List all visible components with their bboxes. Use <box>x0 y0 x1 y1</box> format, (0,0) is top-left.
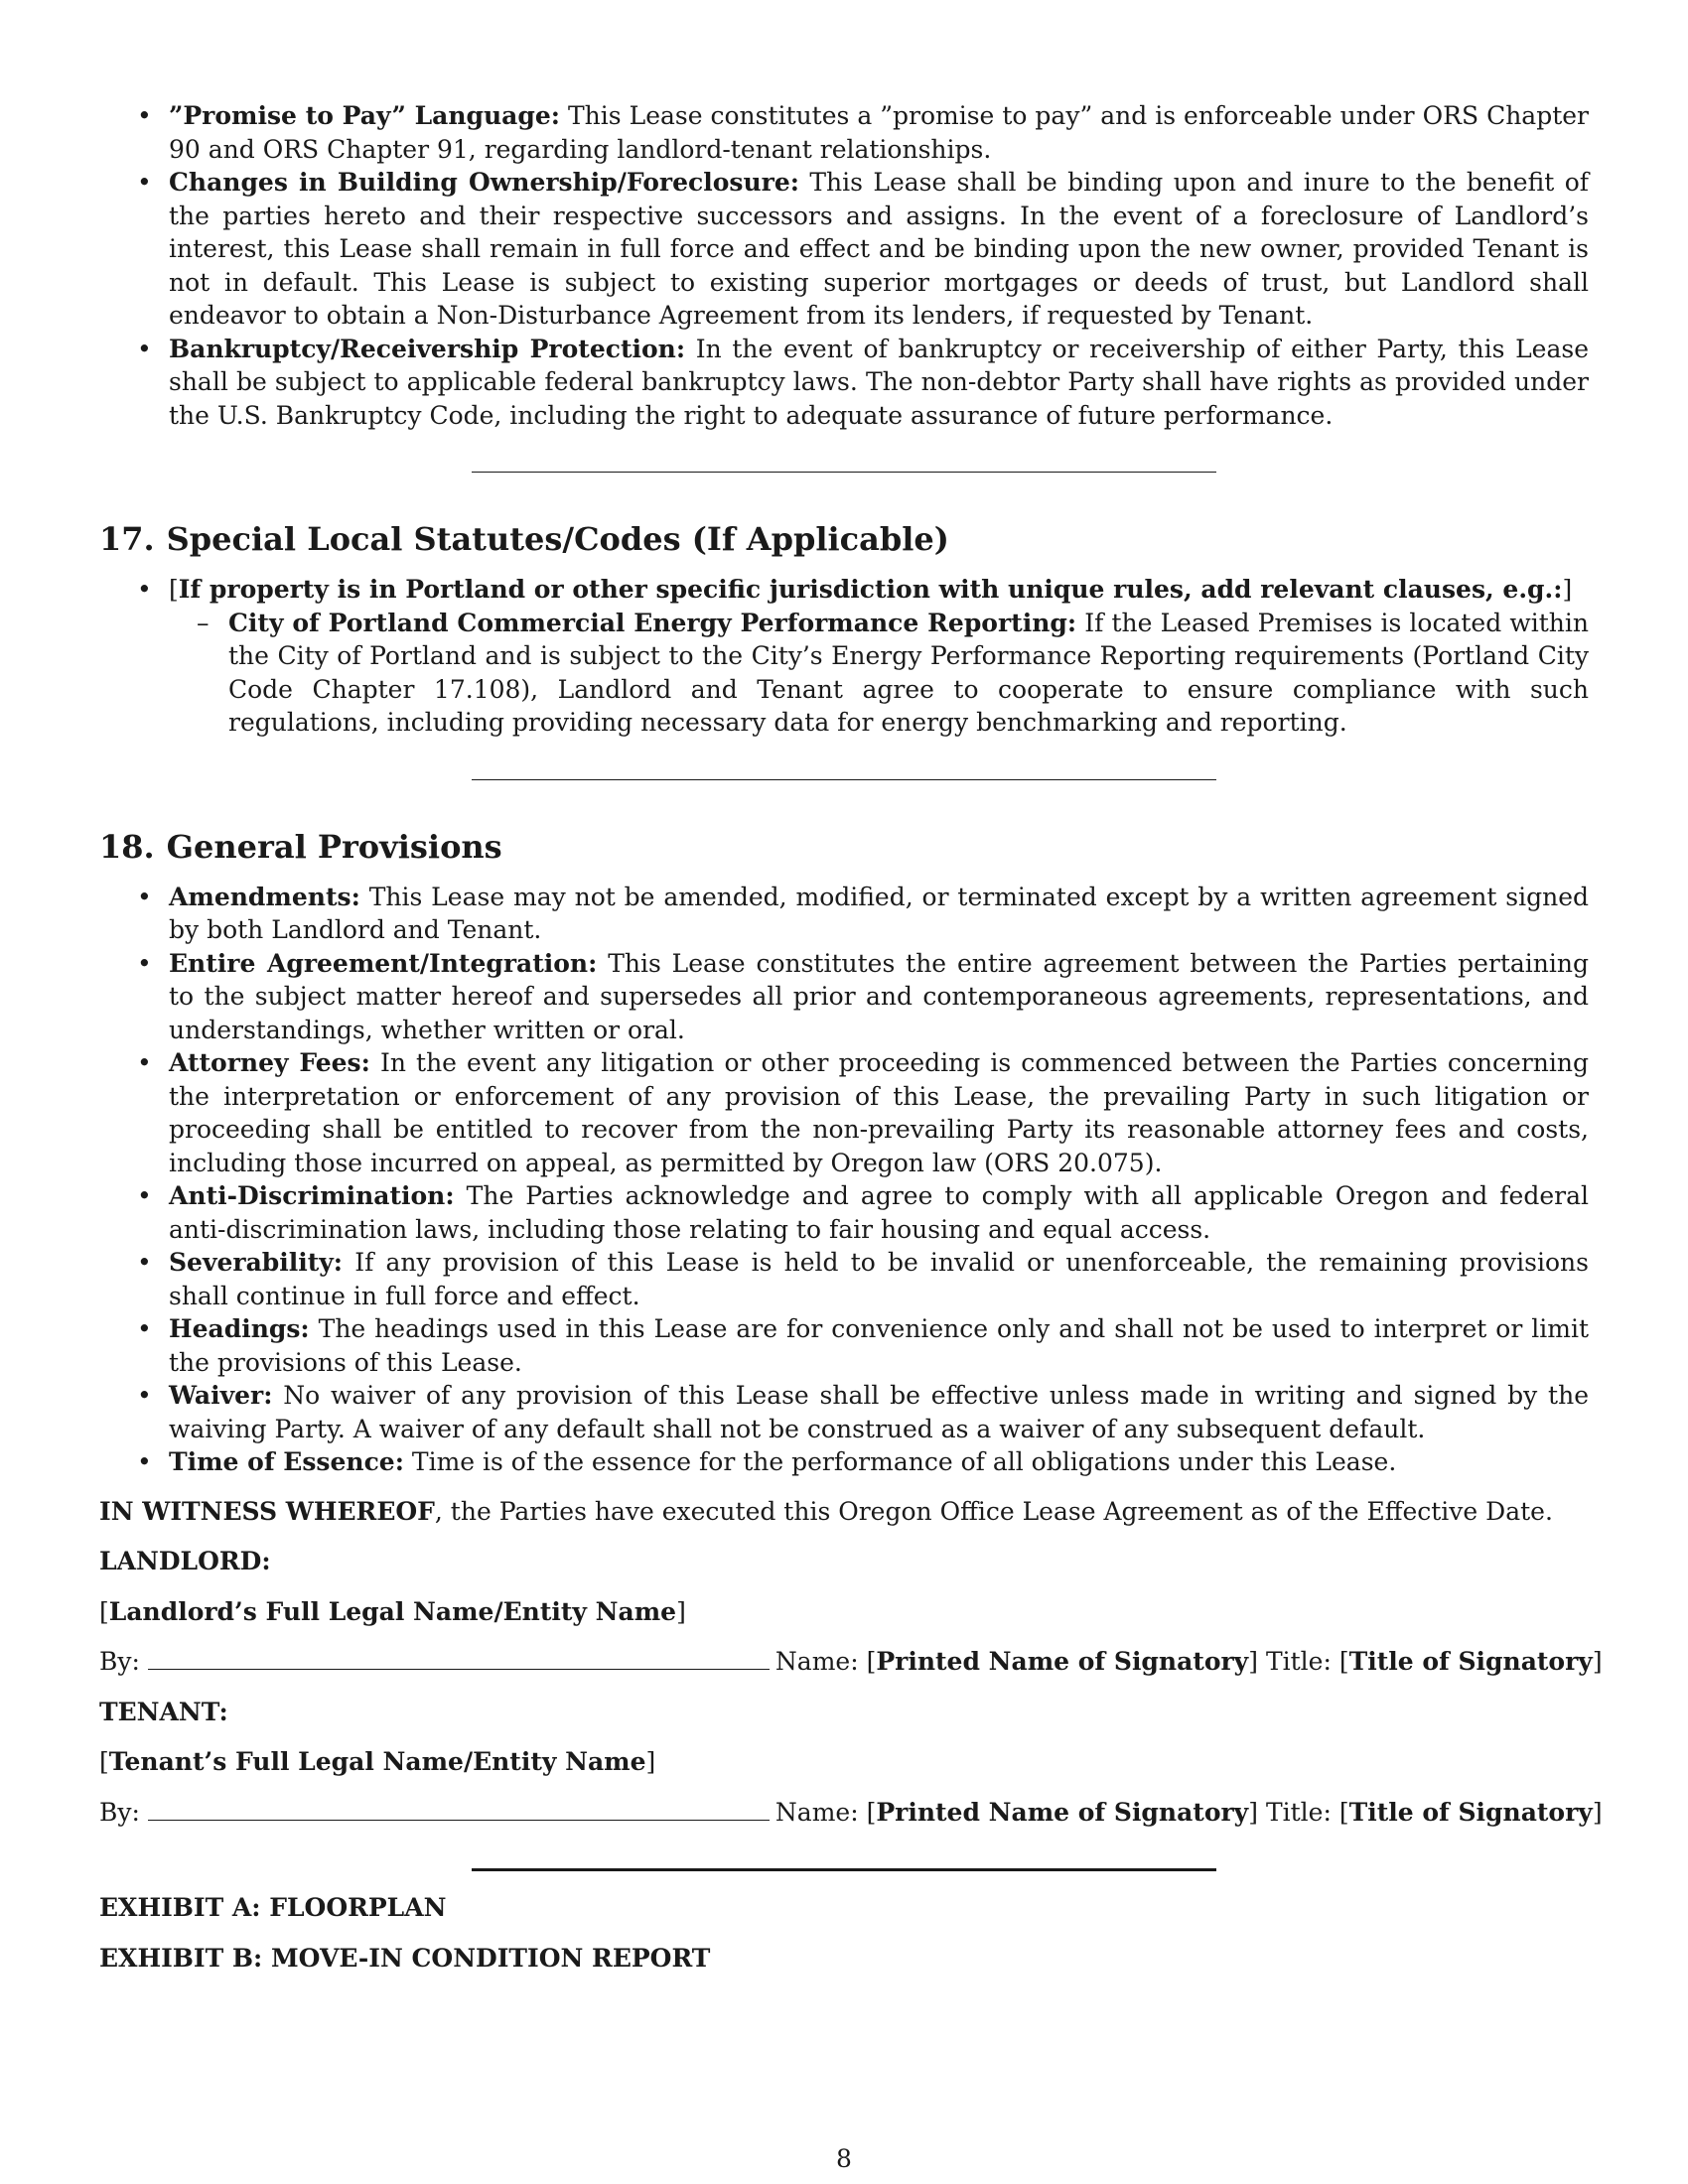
document-page <box>99 99 1603 1975</box>
item-label: Amendments: <box>169 882 360 911</box>
item-text: In the event any litigation or other proceeding is commenced between the Parties concerning the interpretation or enforcement of any provision of this Lease, the prevailing Party in such litigation or proceeding shall be entitled to recover from the non-prevailing Party its reasonable attorney fees and costs, including those incurred on appeal, as permitted by Oregon law (ORS 20.075). <box>169 1048 1589 1177</box>
section-17-heading <box>99 519 1589 559</box>
item-text: No waiver of any provision of this Lease shall be effective unless made in writing and signed by the waiving Party. A waiver of any default shall not be construed as a waiver of any subsequent default. <box>169 1381 1589 1443</box>
bracket-open: [ <box>1338 1797 1349 1827</box>
list-item <box>99 99 1589 166</box>
list-item <box>99 1046 1589 1179</box>
bracket-close: ] <box>1562 575 1573 604</box>
item-label: Attorney Fees: <box>169 1048 370 1077</box>
page-number: 8 <box>836 2144 852 2173</box>
printed-name-placeholder: Printed Name of Signatory <box>876 1797 1249 1827</box>
by-label: By: <box>99 1797 140 1827</box>
sub-list <box>169 607 1589 740</box>
exhibit-a-title: EXHIBIT A: FLOORPLAN <box>99 1893 447 1922</box>
title-placeholder: Title of Signatory <box>1348 1647 1593 1676</box>
section-title: Special Local Statutes/Codes (If Applicable) <box>166 520 949 558</box>
item-text: This Lease constitutes a ”promise to pay” and is enforceable under ORS Chapter 90 and ORS Chapter 91, regarding landlord-tenant relationships. <box>169 101 1589 164</box>
section-17-list <box>99 573 1589 740</box>
bracket-close: ] <box>645 1747 656 1776</box>
tenant-label: TENANT: <box>99 1697 228 1726</box>
landlord-entity-name: Landlord’s Full Legal Name/Entity Name <box>108 1596 677 1626</box>
item-label: City of Portland Commercial Energy Performance Reporting: <box>228 608 1077 637</box>
title-label: Title: <box>1265 1647 1332 1676</box>
section-title: General Provisions <box>166 827 502 866</box>
item-text: In the event of bankruptcy or receivership of either Party, this Lease shall be subject to applicable federal bankruptcy laws. The non-debtor Party shall have rights as provided under the U.S. Bankruptcy Code, including the right to adequate assurance of future performance. <box>169 334 1589 430</box>
item-label: ”Promise to Pay” Language: <box>169 101 560 130</box>
tenant-entity <box>99 1745 1589 1779</box>
tenant-signature-row <box>99 1796 1603 1830</box>
landlord-label: LANDLORD: <box>99 1547 271 1575</box>
bracket-close: ] <box>1592 1797 1603 1827</box>
item-text: Time is of the essence for the performance of all obligations under this Lease. <box>411 1447 1397 1476</box>
section-18-list <box>99 881 1589 1479</box>
item-label: If property is in Portland or other specific jurisdiction with unique rules, add relevant clauses, e.g.: <box>178 575 1563 604</box>
name-label: Name: <box>774 1797 859 1827</box>
item-label: Changes in Building Ownership/Foreclosure: <box>169 168 799 197</box>
landlord-heading <box>99 1545 1589 1578</box>
section-divider <box>472 779 1216 780</box>
list-item <box>99 947 1589 1047</box>
section-number: 18. <box>99 827 155 866</box>
landlord-entity <box>99 1595 1589 1629</box>
bracket-open: [ <box>99 1596 109 1626</box>
printed-name-placeholder: Printed Name of Signatory <box>876 1647 1249 1676</box>
item-text: This Lease constitutes the entire agreement between the Parties pertaining to the subject matter hereof and supersedes all prior and contemporaneous agreements, representations, and understandings, whether written or oral. <box>169 948 1589 1044</box>
section-number: 17. <box>99 520 155 558</box>
list-item <box>99 573 1589 740</box>
list-item <box>99 1246 1589 1312</box>
bracket-open: [ <box>1338 1647 1349 1676</box>
bracket-close: ] <box>1248 1647 1258 1676</box>
bracket-open: [ <box>99 1747 109 1776</box>
sub-list-item <box>169 607 1589 740</box>
item-text: If the Leased Premises is located within the City of Portland and is subject to the City’s Energy Performance Reporting requirements (Portland City Code Chapter 17.108), Landlord and Tenant agree to cooperate to ensure compliance with such regulations, including providing necessary data for energy benchmarking and reporting. <box>228 608 1590 737</box>
item-label: Entire Agreement/Integration: <box>169 948 598 978</box>
by-label: By: <box>99 1647 140 1676</box>
item-text: The Parties acknowledge and agree to comply with all applicable Oregon and federal anti-discrimination laws, including those relating to fair housing and equal access. <box>169 1181 1590 1244</box>
list-item <box>99 881 1589 947</box>
list-item <box>99 1445 1589 1479</box>
witness-text: , the Parties have executed this Oregon Office Lease Agreement as of the Effective Date. <box>434 1496 1553 1526</box>
exhibit-a <box>99 1891 1589 1925</box>
section-divider <box>472 1868 1216 1871</box>
landlord-signature-line[interactable] <box>148 1647 770 1670</box>
tenant-signature-line[interactable] <box>148 1798 770 1821</box>
bracket-open: [ <box>866 1647 877 1676</box>
list-item <box>99 1312 1589 1379</box>
witness-bold: IN WITNESS WHEREOF <box>99 1496 435 1526</box>
item-label: Anti-Discrimination: <box>169 1181 455 1210</box>
list-item <box>99 1379 1589 1445</box>
exhibit-b <box>99 1942 1589 1976</box>
bracket-close: ] <box>1592 1647 1603 1676</box>
item-label: Bankruptcy/Receivership Protection: <box>169 334 686 363</box>
list-item <box>99 1179 1589 1246</box>
bracket-close: ] <box>1248 1797 1258 1827</box>
title-placeholder: Title of Signatory <box>1348 1797 1593 1827</box>
tenant-entity-name: Tenant’s Full Legal Name/Entity Name <box>108 1747 646 1776</box>
tenant-heading <box>99 1696 1589 1729</box>
landlord-signature-row <box>99 1645 1603 1679</box>
item-label: Time of Essence: <box>169 1447 404 1476</box>
bracket-open: [ <box>169 575 179 604</box>
name-label: Name: <box>774 1647 859 1676</box>
item-text: The headings used in this Lease are for convenience only and shall not be used to interpret or limit the provisions of this Lease. <box>169 1314 1589 1377</box>
section-divider <box>472 472 1216 473</box>
item-text: This Lease shall be binding upon and inure to the benefit of the parties hereto and their respective successors and assigns. In the event of a foreclosure of Landlord’s interest, this Lease shall remain in full force and effect and be binding upon the new owner, provided Tenant is not in default. This Lease is subject to existing superior mortgages or deeds of trust, but Landlord shall endeavor to obtain a Non-Disturbance Agreement from its lenders, if requested by Tenant. <box>169 168 1590 330</box>
section-18-heading <box>99 827 1589 867</box>
list-item <box>99 166 1589 333</box>
title-label: Title: <box>1265 1797 1332 1827</box>
intro-list <box>99 99 1589 432</box>
bracket-open: [ <box>866 1797 877 1827</box>
exhibit-b-title: EXHIBIT B: MOVE-IN CONDITION REPORT <box>99 1943 711 1973</box>
item-text: This Lease may not be amended, modified, or terminated except by a written agreement signed by both Landlord and Tenant. <box>169 882 1589 944</box>
witness-statement <box>99 1495 1589 1529</box>
item-label: Severability: <box>169 1248 344 1277</box>
item-text: If any provision of this Lease is held to be invalid or unenforceable, the remaining provisions shall continue in full force and effect. <box>169 1248 1589 1310</box>
item-label: Waiver: <box>169 1381 273 1410</box>
bracket-close: ] <box>676 1596 686 1626</box>
item-label: Headings: <box>169 1314 310 1343</box>
list-item <box>99 333 1589 433</box>
